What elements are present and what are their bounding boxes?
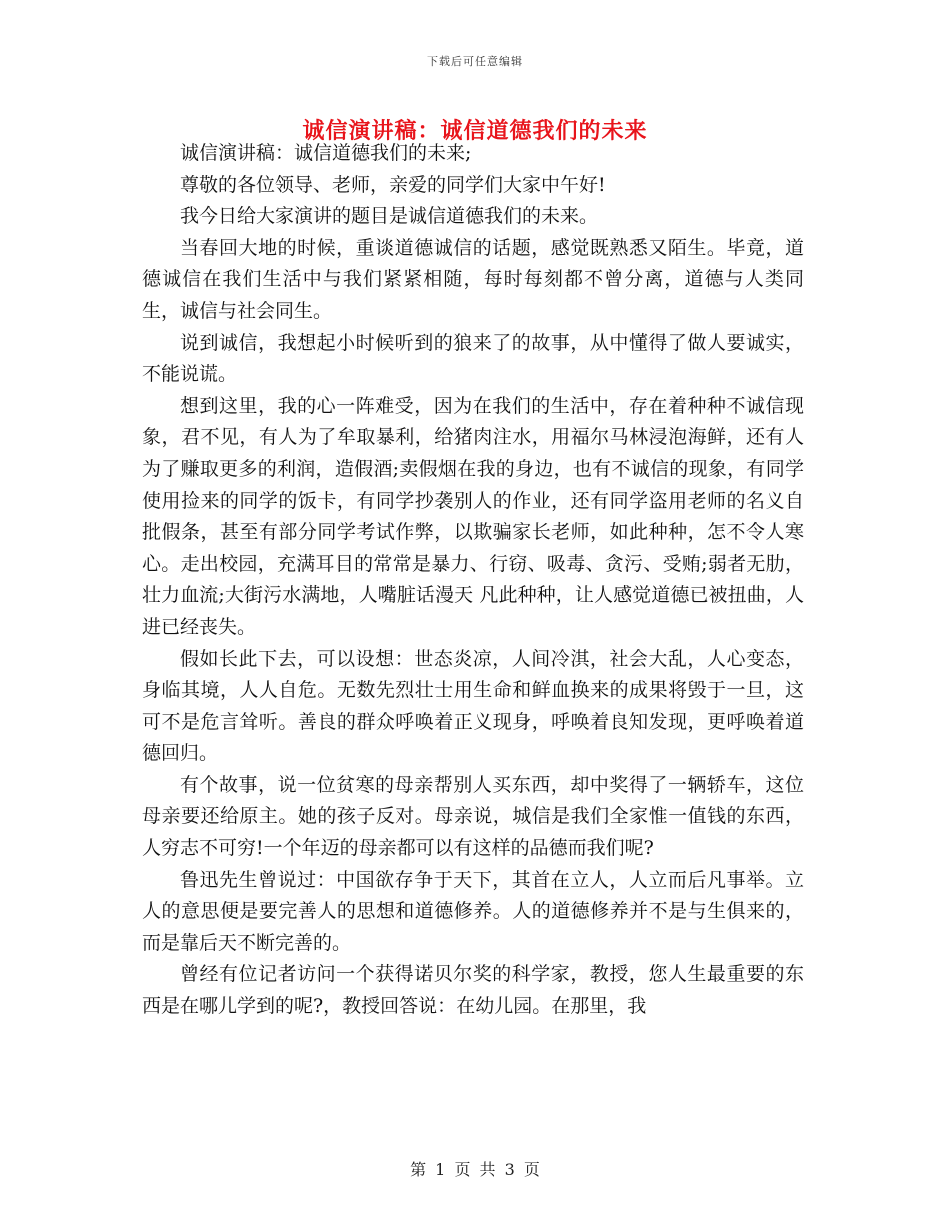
paragraph: 想到这里，我的心一阵难受，因为在我们的生活中，存在着种种不诚信现象，君不见，有人为了牟取暴利，给猪肉注水，用福尔马林浸泡海鲜，还有人为了赚取更多的利润，造假酒;卖假烟在我的身边，也有不诚信的现象，有同学使用捡来的同学的饭卡，有同学抄袭别人的作业，还有同学盗用老师的名义自批假条，甚至有部分同学考试作弊，以欺骗家长老师，如此种种，怎不令人寒心。走出校园，充满耳目的常常是暴力、行窃、吸毒、贪污、受贿;弱者无肋，壮力血流;大街污水满地，人嘴脏话漫天 凡此种种，让人感觉道德已被扭曲，人进已经丧失。 [142, 394, 804, 638]
paragraph: 诚信演讲稿：诚信道德我们的未来; [180, 142, 472, 164]
paragraph: 鲁迅先生曾说过：中国欲存争于天下，其首在立人，人立而后凡事举。立人的意思便是要完善人的思想和道德修养。人的道德修养并不是与生俱来的，而是靠后天不断完善的。 [142, 868, 804, 954]
paragraph: 假如长此下去，可以设想：世态炎凉，人间冷淇，社会大乱，人心变态，身临其境，人人自危。无数先烈壮士用生命和鲜血换来的成果将毁于一旦，这可不是危言耸听。善良的群众呼唤着正义现身，呼唤着良知发现，更呼唤着道德回归。 [142, 647, 804, 765]
document-title: 诚信演讲稿：诚信道德我们的未来 [302, 118, 648, 144]
document-body [142, 138, 804, 1023]
paragraph: 尊敬的各位领导、老师，亲爱的同学们大家中午好! [180, 173, 606, 196]
paragraph: 说到诚信，我想起小时候听到的狼来了的故事，从中懂得了做人要诚实，不能说谎。 [142, 331, 804, 386]
paragraph: 当春回大地的时候，重谈道德诚信的话题，感觉既熟悉又陌生。毕竟，道德诚信在我们生活中与我们紧紧相随，每时每刻都不曾分离，道德与人类同生，诚信与社会同生。 [142, 236, 804, 322]
page-number: 第 1 页 共 3 页 [410, 1160, 540, 1179]
paragraph: 曾经有位记者访问一个获得诺贝尔奖的科学家，教授，您人生最重要的东西是在哪儿学到的呢?，教授回答说：在幼儿园。在那里，我 [142, 963, 804, 1018]
header-note: 下载后可任意编辑 [427, 55, 523, 68]
paragraph: 有个故事，说一位贫寒的母亲帮别人买东西，却中奖得了一辆轿车，这位母亲要还给原主。她的孩子反对。母亲说，城信是我们全家惟一值钱的东西，人穷志不可穷!一个年迈的母亲都可以有这样的品德而我们呢? [142, 773, 804, 860]
paragraph: 我今日给大家演讲的题目是诚信道德我们的未来。 [180, 205, 599, 228]
